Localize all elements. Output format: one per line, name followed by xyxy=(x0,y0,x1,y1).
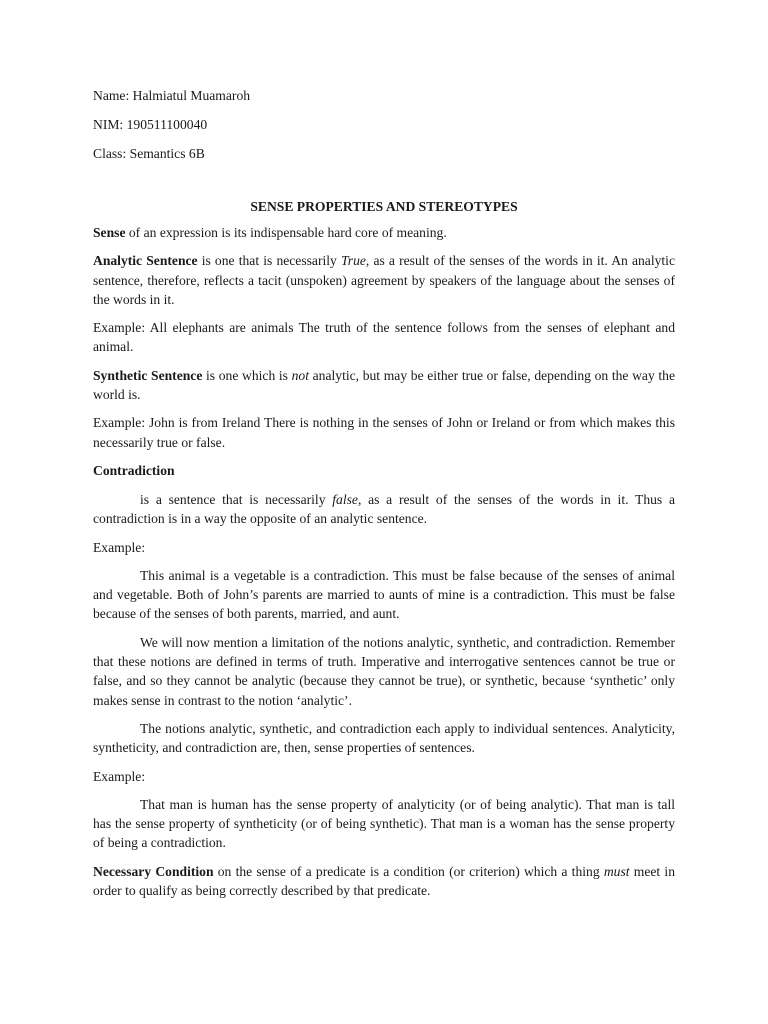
paragraph-synthetic xyxy=(93,366,675,405)
term-sense: Sense xyxy=(93,225,126,240)
necessary-text-a: on the sense of a predicate is a condition (or criterion) which a thing xyxy=(213,863,604,879)
contradiction-text-b: , as a result of the senses of the words in it. Thus a contradiction is in a way the opposite of an analytic sentence. xyxy=(93,491,675,527)
paragraph-notions: The notions analytic, synthetic, and contradiction each apply to individual sentences. Analyticity, syntheticity, and contradiction are, then, sense properties of sentences. xyxy=(93,720,675,756)
label-properties-example: Example: xyxy=(93,768,146,784)
term-analytic-sentence: Analytic Sentence xyxy=(93,253,198,269)
sense-definition: of an expression is its indispensable hard core of meaning. xyxy=(125,225,447,240)
necessary-emphasis: must xyxy=(603,863,630,879)
analytic-text-a: is one that is necessarily xyxy=(197,253,341,269)
paragraph-sense xyxy=(93,223,675,242)
necessary-text-b: meet in order to qualify as being correctly described by that predicate. xyxy=(93,863,675,899)
synthetic-text-b: analytic, but may be either true or false, depending on the way the world is. xyxy=(93,367,675,403)
paragraph-synthetic-example: Example: John is from Ireland There is nothing in the senses of John or Ireland or from which makes this necessarily true or false. xyxy=(93,415,675,450)
synthetic-emphasis: not xyxy=(291,367,309,383)
contradiction-text-a: is a sentence that is necessarily xyxy=(140,491,333,507)
synthetic-text-a: is one which is xyxy=(202,367,292,383)
contradiction-emphasis: false xyxy=(332,491,358,507)
paragraph-contradiction xyxy=(93,490,675,529)
paragraph-analytic xyxy=(93,251,675,309)
student-id: NIM: 190511100040 xyxy=(93,117,208,132)
term-synthetic-sentence: Synthetic Sentence xyxy=(93,367,203,383)
paragraph-limitation: We will now mention a limitation of the notions analytic, synthetic, and contradiction. Remember that these notions are defined in terms of truth. Imperative and interrogative sentences cannot be true or false, and so they cannot be analytic (because they cannot be true), or synthetic, because ‘synthetic’ only makes sense in contrast to the notion ‘analytic’. xyxy=(93,634,675,708)
document-page xyxy=(93,86,675,909)
heading-contradiction: Contradiction xyxy=(93,462,175,478)
term-necessary-condition: Necessary Condition xyxy=(93,863,214,879)
author-name: Name: Halmiatul Muamaroh xyxy=(93,88,251,103)
paragraph-analytic-example: Example: All elephants are animals The truth of the sentence follows from the senses of elephant and animal. xyxy=(93,320,675,355)
document-title: SENSE PROPERTIES AND STEREOTYPES xyxy=(250,199,518,214)
paragraph-properties-example: That man is human has the sense property of analyticity (or of being analytic). That man is tall has the sense property of syntheticity (or of being synthetic). That man is a woman has the sense property of being a contradiction. xyxy=(93,796,675,851)
label-contradiction-example: Example: xyxy=(93,539,146,555)
class-info: Class: Semantics 6B xyxy=(93,146,205,161)
analytic-emphasis: True xyxy=(340,253,366,269)
paragraph-necessary-condition xyxy=(93,862,675,901)
paragraph-contradiction-example: This animal is a vegetable is a contradiction. This must be false because of the senses of animal and vegetable. Both of John’s parents are married to aunts of mine is a contradiction. This must be false because of the senses of both parents, married, and aunt. xyxy=(93,567,675,622)
analytic-text-b: , as a result of the senses of the words in it. An analytic sentence, therefore, reflects a tacit (unspoken) agreement by speakers of the language about the senses of the words in it. xyxy=(93,253,675,307)
